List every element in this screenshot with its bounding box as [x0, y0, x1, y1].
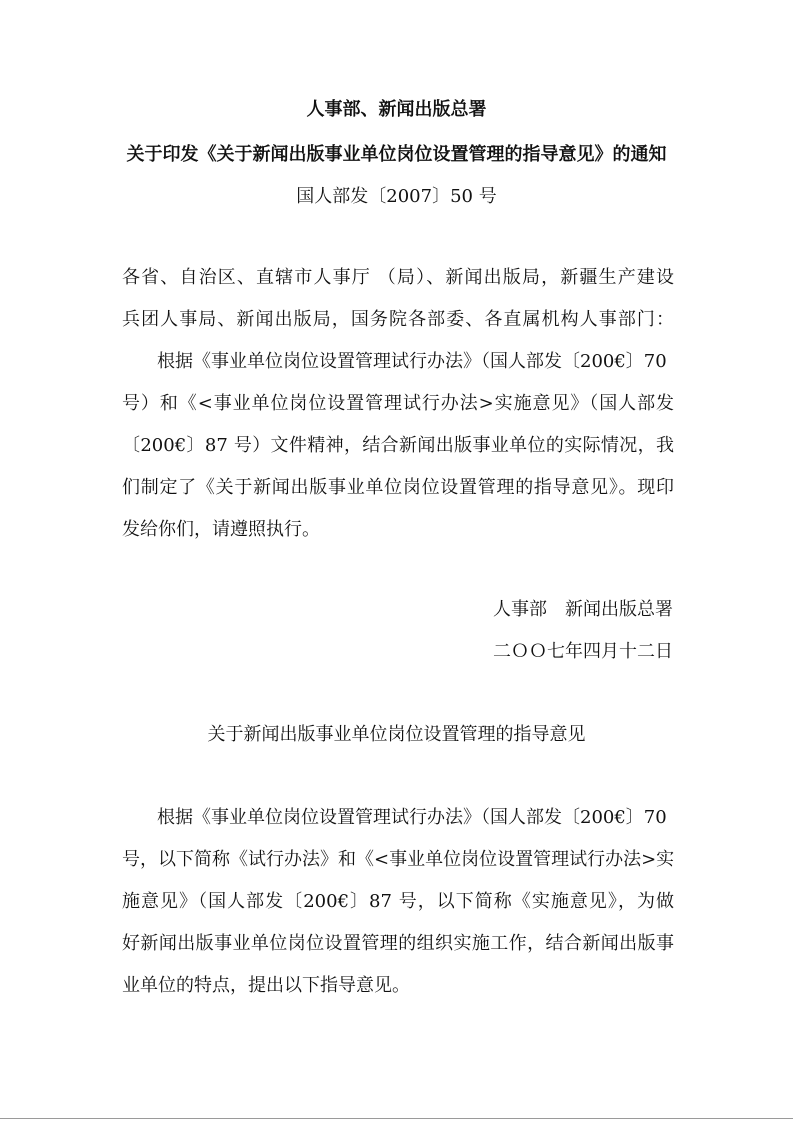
opinion-paragraph-line-2: 号，以下简称《试行办法》和《<事业单位岗位设置管理试行办法>实 [122, 849, 675, 870]
issuer-heading: 人事部、新闻出版总署 [306, 99, 487, 120]
opinion-paragraph-line-3: 施意见》（国人部发〔200€〕87 号，以下简称《实施意见》，为做 [122, 891, 674, 912]
opinion-paragraph-line-1: 根据《事业单位岗位设置管理试行办法》（国人部发〔200€〕70 [157, 807, 667, 828]
notice-paragraph-line-1: 根据《事业单位岗位设置管理试行办法》（国人部发〔200€〕70 [157, 351, 667, 372]
document-number: 国人部发〔2007〕50 号 [296, 186, 497, 207]
opinion-paragraph-line-5: 业单位的特点，提出以下指导意见。 [122, 975, 410, 996]
opinion-title: 关于新闻出版事业单位岗位设置管理的指导意见 [207, 724, 586, 745]
notice-paragraph-line-5: 发给你们，请遵照执行。 [122, 519, 320, 540]
notice-paragraph-line-2: 号）和《<事业单位岗位设置管理试行办法>实施意见》（国人部发 [122, 393, 674, 414]
notice-paragraph-line-4: 们制定了《关于新闻出版事业单位岗位设置管理的指导意见》。现印 [122, 477, 674, 498]
signature-date: 二ＯＯ七年四月十二日 [493, 641, 673, 662]
signature-signers: 人事部 新闻出版总署 [493, 599, 673, 620]
opinion-paragraph-line-4: 好新闻出版事业单位岗位设置管理的组织实施工作，结合新闻出版事 [122, 933, 674, 954]
addressee-line-1: 各省、自治区、直辖市人事厅 （局）、新闻出版局，新疆生产建设 [122, 267, 674, 288]
notice-title: 关于印发《关于新闻出版事业单位岗位设置管理的指导意见》的通知 [126, 144, 667, 165]
addressee-line-2: 兵团人事局、新闻出版局，国务院各部委、各直属机构人事部门： [122, 309, 674, 330]
notice-paragraph-line-3: 〔200€〕87 号）文件精神，结合新闻出版事业单位的实际情况，我 [122, 435, 674, 456]
page-bottom-divider [0, 1118, 793, 1119]
